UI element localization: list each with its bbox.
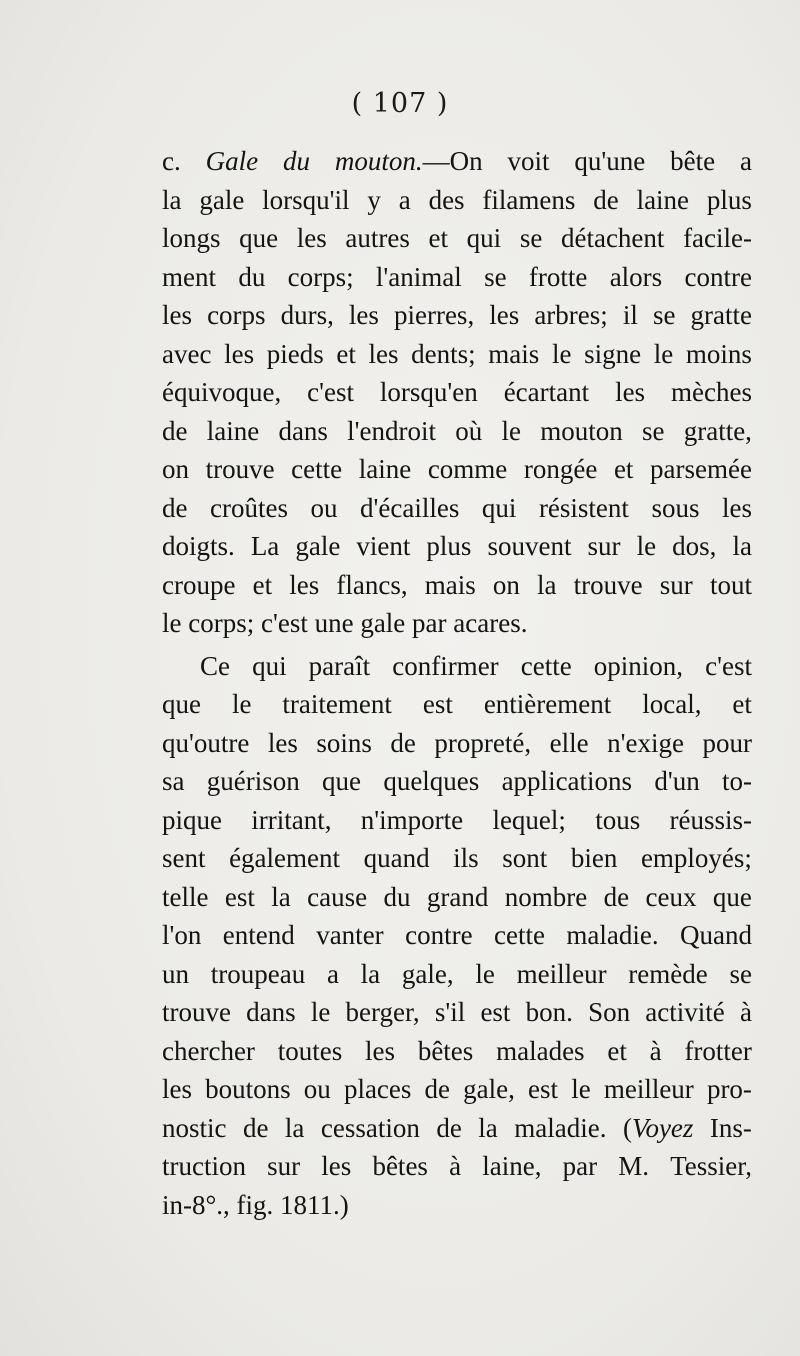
word: Ce	[200, 650, 230, 681]
word: filamens	[482, 184, 576, 215]
word: n'exige	[607, 727, 684, 758]
word: de	[162, 415, 188, 446]
word: trouve	[205, 454, 275, 484]
word: flancs,	[336, 569, 408, 600]
word: lequel;	[492, 804, 566, 835]
text-line	[162, 993, 752, 1032]
word: le	[501, 415, 521, 446]
word: soins	[316, 727, 372, 758]
word: gale,	[401, 958, 454, 989]
word: sur	[659, 569, 693, 600]
word: se	[519, 223, 543, 253]
word: que	[239, 223, 279, 253]
word: et	[607, 1035, 627, 1066]
word: et	[252, 569, 273, 600]
word: pieds	[266, 338, 324, 369]
text-line	[162, 878, 752, 917]
word: la	[360, 958, 381, 989]
word: Quand	[680, 920, 752, 950]
word: est	[422, 689, 453, 719]
word: bêtes	[372, 1151, 428, 1181]
word: la	[732, 531, 752, 561]
text-line	[162, 258, 752, 297]
word: plus	[706, 184, 752, 215]
word: que	[712, 881, 752, 912]
word: une	[314, 608, 361, 638]
word: elle	[549, 727, 589, 758]
word: paraît	[308, 650, 371, 681]
word: M.	[618, 1151, 650, 1181]
word: sont	[502, 843, 548, 873]
word: activité	[645, 997, 725, 1027]
word: pique	[162, 804, 222, 835]
word: l'animal	[375, 261, 462, 292]
text-line	[162, 181, 752, 220]
word: dos,	[672, 531, 717, 561]
word: propreté,	[434, 727, 532, 758]
word: bien	[570, 843, 618, 873]
word: 1811.)	[280, 1189, 349, 1220]
text-line	[162, 724, 752, 763]
word: les	[368, 338, 399, 369]
word: employés;	[640, 843, 752, 873]
word: malades	[496, 1035, 585, 1066]
word: autres	[345, 223, 410, 253]
word: bon.	[525, 997, 573, 1027]
word: Ins-	[709, 1112, 752, 1143]
text-line	[162, 839, 752, 878]
word: il	[622, 300, 638, 330]
word: à	[649, 1035, 662, 1066]
word: plus	[426, 531, 472, 561]
word: quelques	[383, 766, 480, 796]
word: a	[326, 958, 339, 989]
word: n'importe	[360, 804, 464, 835]
word: irritant,	[251, 804, 332, 835]
word: ou	[310, 492, 338, 523]
text-line	[162, 566, 752, 605]
word: qu'une	[574, 146, 646, 176]
word: l'endroit	[347, 415, 437, 446]
text-line	[162, 296, 752, 335]
paragraph-traitement	[162, 647, 752, 1225]
word: la	[162, 184, 182, 215]
word: gale	[295, 531, 341, 561]
word: mais	[424, 569, 476, 600]
word: ou	[303, 1074, 331, 1104]
text-line	[162, 647, 752, 686]
word: maladie.	[514, 1112, 607, 1143]
word: les	[289, 569, 320, 600]
word: à	[739, 997, 752, 1027]
word: les	[722, 492, 752, 523]
word: durs,	[280, 300, 334, 330]
word: trouve	[162, 997, 231, 1027]
word: pour	[702, 727, 752, 758]
word: gale	[360, 608, 413, 638]
word: telle	[162, 881, 209, 912]
word: sa	[162, 766, 185, 796]
word: places	[343, 1074, 412, 1104]
word: mouton	[540, 415, 623, 446]
word: rongée	[523, 454, 598, 484]
word: mais	[488, 338, 540, 369]
text-line	[162, 1070, 752, 1109]
word: boutons	[205, 1074, 291, 1104]
word: guérison	[206, 766, 300, 796]
word: a	[398, 184, 411, 215]
word: on	[492, 569, 520, 600]
word: doigts.	[162, 531, 235, 561]
word: chercher	[162, 1035, 255, 1066]
word: avec	[162, 338, 212, 369]
word: traitement	[282, 689, 392, 719]
text-line	[162, 335, 752, 374]
word: fig.	[236, 1189, 281, 1220]
word: et	[336, 338, 356, 369]
word: gale,	[463, 1074, 515, 1104]
word: où	[455, 415, 483, 446]
word: qui	[252, 650, 287, 681]
word: par	[562, 1151, 598, 1181]
word: laine	[636, 184, 690, 215]
word: de	[242, 1112, 269, 1143]
text-line	[162, 450, 752, 489]
word: vient	[356, 531, 411, 561]
word: local,	[642, 689, 702, 719]
word: laine	[358, 454, 412, 484]
word: dans	[278, 415, 328, 446]
word: quand	[363, 843, 430, 873]
word: troupeau	[210, 958, 306, 989]
word: contre	[684, 261, 752, 292]
word: d'un	[654, 766, 700, 796]
word: se	[729, 958, 752, 989]
word: croupe	[162, 569, 236, 600]
word: ment	[162, 261, 216, 292]
word: le	[551, 338, 572, 369]
word: mouton.—On	[334, 146, 483, 176]
word: mèches	[670, 377, 752, 407]
word: c.	[162, 146, 181, 176]
word: gale	[199, 184, 245, 215]
text-line	[162, 1186, 752, 1225]
text-line	[162, 1109, 752, 1148]
word: cessation	[320, 1112, 420, 1143]
word: alors	[609, 261, 663, 292]
word: c'est	[307, 377, 354, 407]
word: est	[528, 1074, 559, 1104]
text-line	[162, 955, 752, 994]
word: c'est	[705, 650, 752, 681]
word: cette	[291, 454, 343, 484]
word: nombre	[504, 881, 588, 912]
word: le	[653, 338, 674, 369]
word: le	[162, 608, 189, 638]
word: applications	[501, 766, 633, 796]
word: résistent	[538, 492, 629, 523]
word: tous	[595, 804, 641, 835]
word: bêtes	[417, 1035, 474, 1066]
word: également	[229, 843, 341, 873]
text-line	[162, 142, 752, 181]
word: corps;	[188, 608, 261, 638]
text-line	[162, 1147, 752, 1186]
word: écartant	[503, 377, 590, 407]
word: truction	[162, 1151, 246, 1181]
word: pierres,	[393, 300, 475, 330]
word: cause	[307, 881, 368, 912]
text-line	[162, 412, 752, 451]
word: le	[636, 531, 657, 561]
word: dans	[246, 997, 296, 1027]
word: se	[641, 415, 665, 446]
word: croûtes	[210, 492, 288, 523]
word: les	[162, 1074, 192, 1104]
text-line	[162, 1032, 752, 1071]
word: des	[428, 184, 465, 215]
word: to-	[721, 766, 752, 796]
word: facile-	[683, 223, 752, 253]
word: contre	[405, 920, 473, 950]
word: s'il	[434, 997, 466, 1027]
word: entièrement	[483, 689, 612, 719]
word: La	[250, 531, 280, 561]
text-line	[162, 527, 752, 566]
word: meilleur	[516, 958, 607, 989]
word: les	[162, 300, 192, 330]
word: lorsqu'en	[379, 377, 478, 407]
word: dents;	[411, 338, 476, 369]
paragraph-gale-du-mouton	[162, 142, 752, 643]
word: de	[424, 1074, 451, 1104]
word: corps	[207, 300, 266, 330]
text-line	[162, 219, 752, 258]
word: de	[436, 1112, 462, 1143]
word: laine	[206, 415, 260, 446]
word: maladie.	[566, 920, 659, 950]
word: se	[652, 300, 676, 330]
word: frotter	[684, 1035, 752, 1066]
word: bête	[670, 146, 716, 176]
word: le	[231, 689, 252, 719]
word: on	[162, 454, 189, 484]
word: qu'outre	[162, 727, 250, 758]
word: par	[412, 608, 454, 638]
word: a	[739, 146, 752, 176]
word: la	[478, 1112, 498, 1143]
word: (Voyez	[622, 1112, 694, 1143]
word: du	[282, 146, 310, 176]
word: lorsqu'il	[262, 184, 350, 215]
word: le	[475, 958, 495, 989]
word: les	[224, 338, 255, 369]
word: qui	[481, 492, 517, 523]
word: arbres;	[534, 300, 608, 330]
word: voit	[507, 146, 550, 176]
word: le	[571, 1074, 591, 1104]
word: est	[480, 997, 511, 1027]
word: ils	[453, 843, 479, 873]
word: et	[613, 454, 634, 484]
word: Son	[588, 997, 631, 1027]
word: parsemée	[650, 454, 752, 484]
word: nostic	[162, 1112, 227, 1143]
word: du	[238, 261, 266, 292]
word: d'écailles	[360, 492, 460, 523]
word: est	[224, 881, 255, 912]
word: cette	[520, 650, 572, 681]
word: de	[162, 492, 188, 523]
word: longs	[162, 223, 221, 253]
word: remède	[628, 958, 708, 989]
word: frotte	[528, 261, 588, 292]
word: de	[603, 881, 630, 912]
word: laine,	[482, 1151, 542, 1181]
word: confirmer	[392, 650, 499, 681]
word: comme	[427, 454, 508, 484]
word: que	[322, 766, 362, 796]
word: trouve	[573, 569, 643, 600]
word: berger,	[345, 997, 420, 1027]
word: détachent	[560, 223, 665, 253]
body-text	[162, 142, 752, 1224]
word: les	[615, 377, 646, 407]
text-line	[162, 685, 752, 724]
word: meilleur	[603, 1074, 694, 1104]
text-line	[162, 762, 752, 801]
word: cette	[493, 920, 545, 950]
word: de	[390, 727, 416, 758]
word: opinion,	[593, 650, 684, 681]
word: ceux	[645, 881, 697, 912]
word: souvent	[487, 531, 572, 561]
word: sur	[587, 531, 621, 561]
word: pro-	[706, 1074, 752, 1104]
word: les	[365, 1035, 396, 1066]
word: de	[593, 184, 619, 215]
word: à	[449, 1151, 462, 1181]
page-number: ( 107 )	[351, 88, 449, 119]
word: un	[162, 958, 189, 989]
word: sous	[651, 492, 700, 523]
word: Tessier,	[670, 1151, 752, 1181]
word: sur	[267, 1151, 301, 1181]
word: et	[428, 223, 449, 253]
text-line	[162, 916, 752, 955]
text-line	[162, 801, 752, 840]
word: y	[367, 184, 381, 215]
word: que	[162, 689, 201, 719]
word: qui	[466, 223, 502, 253]
word: la	[271, 881, 291, 912]
word: tout	[709, 569, 752, 600]
word: se	[484, 261, 507, 292]
text-line	[162, 373, 752, 412]
word: réussis-	[669, 804, 752, 835]
word: du	[383, 881, 411, 912]
word: corps;	[287, 261, 354, 292]
word: acares.	[453, 608, 528, 638]
word: signe	[584, 338, 642, 369]
word: gratte	[690, 300, 752, 330]
word: grand	[426, 881, 489, 912]
word: vanter	[316, 920, 384, 950]
word: la	[537, 569, 557, 600]
word: équivoque,	[162, 377, 282, 407]
word: les	[489, 300, 520, 330]
word: l'on	[162, 920, 202, 950]
word: moins	[685, 338, 752, 369]
word: Gale	[205, 146, 259, 176]
text-line	[162, 604, 752, 643]
word: gratte,	[683, 415, 752, 446]
text-line	[162, 489, 752, 528]
word: les	[321, 1151, 352, 1181]
word: entend	[222, 920, 295, 950]
word: et	[732, 689, 752, 719]
word: la	[284, 1112, 305, 1143]
word: les	[296, 223, 327, 253]
word: sent	[162, 843, 206, 873]
word: les	[267, 727, 298, 758]
word: in-8°.,	[162, 1189, 237, 1220]
word: toutes	[277, 1035, 343, 1066]
word: les	[348, 300, 379, 330]
word: c'est	[260, 608, 315, 638]
word: le	[310, 997, 331, 1027]
